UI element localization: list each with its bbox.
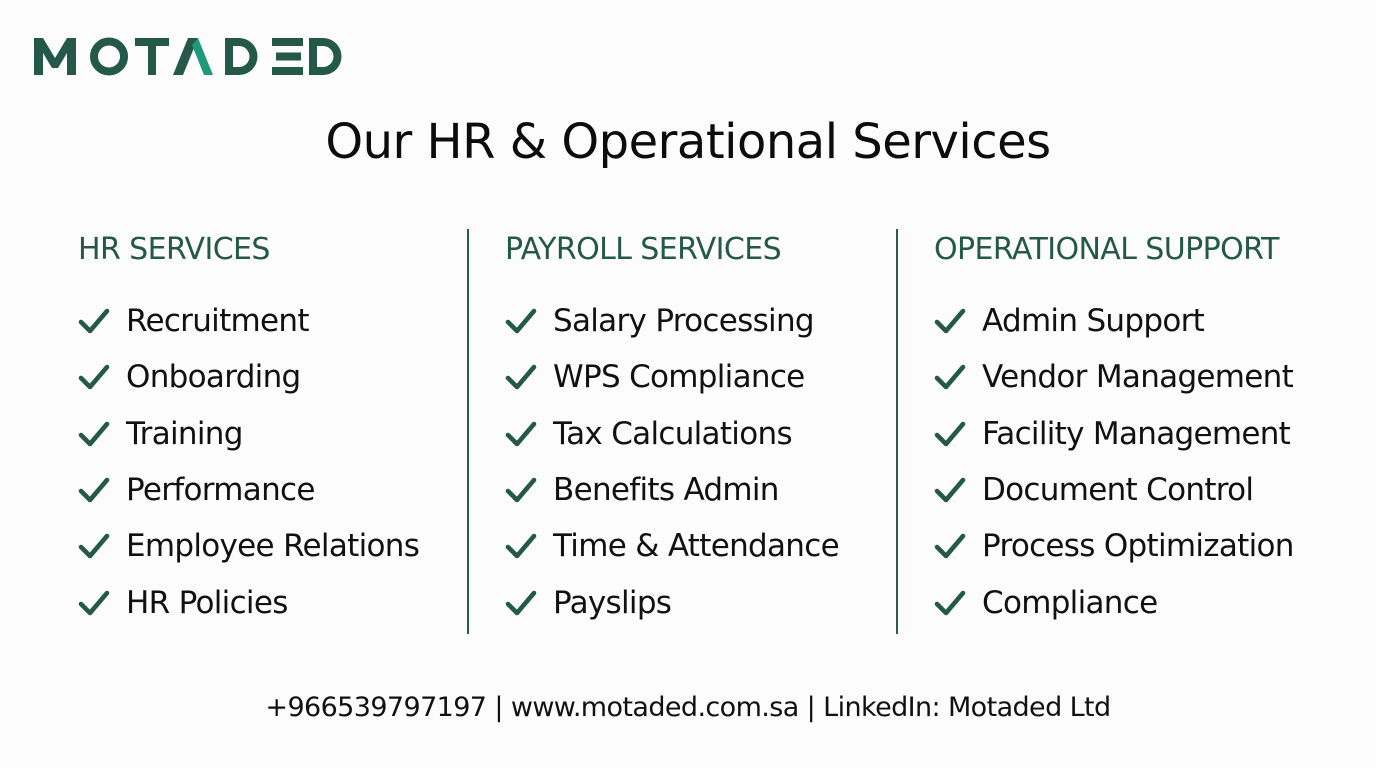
list-item [505,293,839,349]
list-item [934,406,1294,462]
checkmark-icon [505,363,537,391]
list-item [78,518,419,574]
item-label: Compliance [982,584,1158,621]
item-label: Training [126,415,243,452]
checkmark-icon [78,363,110,391]
list-item [78,462,419,518]
list-item [505,406,839,462]
checkmark-icon [934,307,966,335]
checkmark-icon [505,420,537,448]
item-label: Recruitment [126,303,309,340]
checkmark-icon [505,476,537,504]
checkmark-icon [505,307,537,335]
company-logo [32,36,352,76]
item-label: Vendor Management [982,359,1294,396]
checkmark-icon [934,420,966,448]
checkmark-icon [78,307,110,335]
checkmark-icon [78,420,110,448]
checkmark-icon [934,476,966,504]
item-label: Process Optimization [982,528,1294,565]
hr-services-column [78,228,419,631]
item-label: Admin Support [982,303,1205,340]
list-item [78,293,419,349]
checkmark-icon [78,532,110,560]
list-item [505,349,839,405]
checkmark-icon [505,589,537,617]
list-item [934,293,1294,349]
item-label: Facility Management [982,415,1291,452]
list-item [78,406,419,462]
list-item [78,574,419,630]
list-item [505,462,839,518]
column-divider [467,229,469,634]
checkmark-icon [934,363,966,391]
list-item [934,518,1294,574]
checkmark-icon [934,532,966,560]
item-label: Tax Calculations [553,415,792,452]
item-label: Time & Attendance [553,528,839,565]
checkmark-icon [505,532,537,560]
checkmark-icon [78,476,110,504]
list-item [934,349,1294,405]
operational-support-column [934,228,1294,631]
service-list [505,293,839,631]
item-label: HR Policies [126,584,288,621]
item-label: Salary Processing [553,303,814,340]
list-item [505,574,839,630]
list-item [78,349,419,405]
payroll-services-column [505,228,839,631]
service-list [78,293,419,631]
item-label: Payslips [553,584,672,621]
list-item [934,462,1294,518]
item-label: Performance [126,472,315,509]
item-label: Document Control [982,472,1254,509]
column-heading: PAYROLL SERVICES [505,232,782,267]
item-label: Onboarding [126,359,301,396]
list-item [934,574,1294,630]
checkmark-icon [934,589,966,617]
service-list [934,293,1294,631]
contact-footer: +966539797197 | www.motaded.com.sa | LinkedIn: Motaded Ltd [265,692,1111,723]
item-label: Benefits Admin [553,472,779,509]
item-label: Employee Relations [126,528,420,565]
column-heading: OPERATIONAL SUPPORT [934,232,1279,267]
checkmark-icon [78,589,110,617]
list-item [505,518,839,574]
item-label: WPS Compliance [553,359,805,396]
column-divider [896,229,898,634]
column-heading: HR SERVICES [78,232,270,267]
page-title: Our HR & Operational Services [325,114,1051,170]
